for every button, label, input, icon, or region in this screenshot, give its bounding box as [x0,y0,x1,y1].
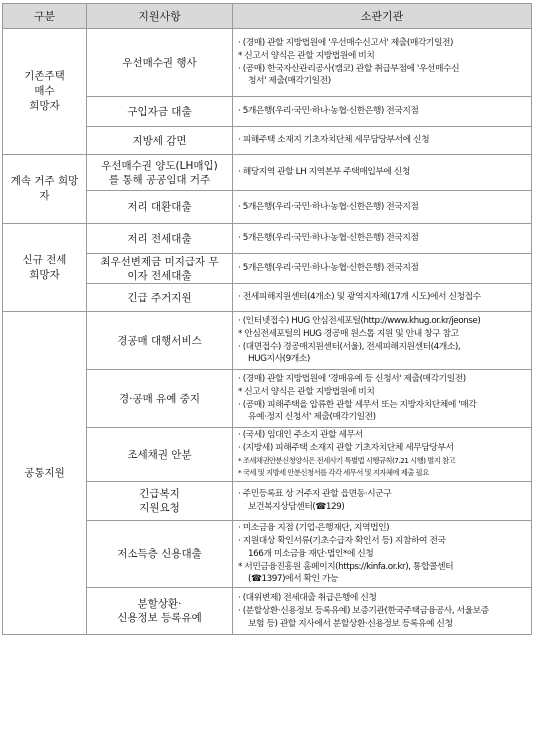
agency-cell [233,312,532,370]
agency-line: · (지방세) 피해주택 소재지 관할 기초자치단체 세무담당부서 [238,442,454,453]
support-cell [87,191,233,224]
support-line: 저리 대환대출 [127,201,192,213]
agency-line: · 해당지역 관할 LH 지역본부 주택매입부에 신청 [238,167,410,178]
support-cell [87,155,233,191]
table-body [3,29,532,635]
agency-line: · (분할상환·신용정보 등록유예) 보증기관(한국주택금융공사, 서울보증 [238,605,489,616]
category-line: 기존주택 [24,70,65,82]
support-cell [87,97,233,127]
header-support: 지원사항 [87,4,233,29]
agency-line: · (대위변제) 전세대출 취급은행에 신청 [238,592,377,603]
agency-line: 보건복지상담센터(☎129) [248,502,345,513]
agency-line: · 미소금융 지점 (기업·은행재단, 지역법인) [238,523,390,534]
header-row [3,4,532,29]
agency-cell [233,370,532,428]
support-line: 저소득층 신용대출 [117,548,202,561]
category-line: 매수 [34,85,55,97]
agency-line: 166개 미소금융 재단·법인*에 신청 [248,548,374,559]
agency-line: · 지원대상 확인서류(기초수급자 확인서 등) 지참하여 전국 [238,535,446,546]
agency-cell [233,97,532,127]
agency-line: · (공매) 한국자산관리공사(캠코) 관할 취급부점에 '우선매수신 [238,63,460,74]
support-line: 조세채권 안분 [127,448,192,461]
agency-line: · (인터넷접수) HUG 안심전세포털(http://www.khug.or.kr/jeonse) [238,315,481,326]
support-line: 경·공매 유예 중지 [118,392,200,405]
support-cell [87,370,233,428]
table-row [3,155,532,191]
agency-cell [233,521,532,588]
support-line: 우선매수권 행사 [122,56,197,69]
agency-line: · (경매) 관할 지방법원에 '우선매수신고서' 제출(매각기일전) [238,37,454,48]
agency-line: · 5개은행(우리·국민·하나·농협·신한은행) 전국지점 [238,201,419,212]
support-cell [87,588,233,635]
table-row [3,312,532,370]
support-cell [87,312,233,370]
agency-line: * 국세 및 지방세 안분신청서를 각각 세무서 및 지자체에 제출 필요 [238,468,429,478]
agency-line: · (경매) 관할 지방법원에 '경매유예 등 신청서' 제출(매각기일전) [238,373,466,384]
category-line: 계속 거주 희망 [10,175,79,187]
support-cell [87,284,233,312]
support-line: 저리 전세대출 [127,232,192,245]
category-cell [3,224,87,312]
agency-line: · (대면접수) 경공매지원센터(서울), 전세피해지원센터(4개소), [238,341,461,352]
agency-cell [233,254,532,284]
support-cell [87,29,233,97]
agency-line: 청서' 제출(매각기일전) [248,76,331,87]
agency-line: (☎1397)에서 확인 가능 [248,574,339,585]
support-line: 최우선변제금 미지급자 무 [100,255,219,268]
agency-line: · (국세) 임대인 주소지 관할 세무서 [238,430,363,440]
category-cell [3,29,87,155]
support-line: 우선매수권 양도(LH매입) [101,159,218,172]
agency-cell [233,155,532,191]
category-line: 희망자 [29,100,60,112]
agency-line: · 5개은행(우리·국민·하나·농협·신한은행) 전국지점 [238,106,419,117]
agency-line: · 주민등록표 상 거주지 관할 읍면동·시군구 [238,489,392,500]
agency-line: * 조세채권안분신청양식은 전세사기 특별법 시행규칙(7.21 시행) 별지 참고 [238,455,456,465]
category-cell [3,312,87,635]
agency-cell [233,428,532,482]
agency-cell [233,284,532,312]
agency-line: · (공매) 피해주택을 압류한 관할 세무서 또는 지방자치단체에 '매각 [238,399,477,410]
support-line: 경공매 대행서비스 [117,334,202,347]
agency-line: * 신고서 양식은 관할 지방법원에 비치 [238,50,375,61]
support-line: 분할상환· [137,598,182,611]
category-line: 공통지원 [24,466,65,479]
agency-cell [233,29,532,97]
table-row [3,224,532,254]
header-agency: 소관기관 [233,4,532,29]
support-line: 긴급 주거지원 [127,291,192,304]
support-line: 긴급복지 [139,488,180,501]
agency-line: · 5개은행(우리·국민·하나·농협·신한은행) 전국지점 [238,233,419,244]
support-line: 신용정보 등록유예 [117,612,202,625]
support-line: 이자 전세대출 [127,269,192,282]
support-line: 지원요청 [139,502,180,515]
agency-line: * 안심전세포털의 HUG 경공매 원스톱 지원 및 안내 창구 참고 [238,328,459,339]
agency-line: * 신고서 양식은 관할 지방법원에 비치 [238,386,375,397]
table-row [3,29,532,97]
agency-line: · 피해주택 소재지 기초자치단체 세무담당부서에 신청 [238,135,430,146]
agency-line: · 5개은행(우리·국민·하나·농협·신한은행) 전국지점 [238,263,419,274]
agency-cell [233,191,532,224]
support-line: 구입자금 대출 [127,105,192,118]
support-table [2,3,532,635]
agency-cell [233,588,532,635]
support-cell [87,428,233,482]
support-cell [87,482,233,521]
agency-line: HUG지사(9개소) [248,354,310,365]
agency-cell [233,127,532,155]
category-line: 자 [39,190,50,202]
support-cell [87,254,233,284]
agency-line: 유예·정지 신청서' 제출(매각기일전) [248,412,376,423]
category-cell [3,155,87,224]
agency-line: * 서민금융진흥원 홈페이지(https://kinfa.or.kr), 통합콜센터 [238,561,454,572]
header-category: 구분 [3,4,87,29]
category-line: 희망자 [29,268,60,281]
category-line: 신규 전세 [22,253,67,266]
agency-line: 보험 등) 관할 지사에서 분할상환·신용정보 등록유예 신청 [248,618,453,629]
agency-line: · 전세피해지원센터(4개소) 및 광역지자체(17개 시도)에서 신청접수 [238,292,481,303]
agency-cell [233,482,532,521]
support-line: 를 통해 공공임대 거주 [108,173,211,186]
support-cell [87,521,233,588]
support-cell [87,224,233,254]
agency-cell [233,224,532,254]
support-line: 지방세 감면 [132,134,187,147]
support-cell [87,127,233,155]
